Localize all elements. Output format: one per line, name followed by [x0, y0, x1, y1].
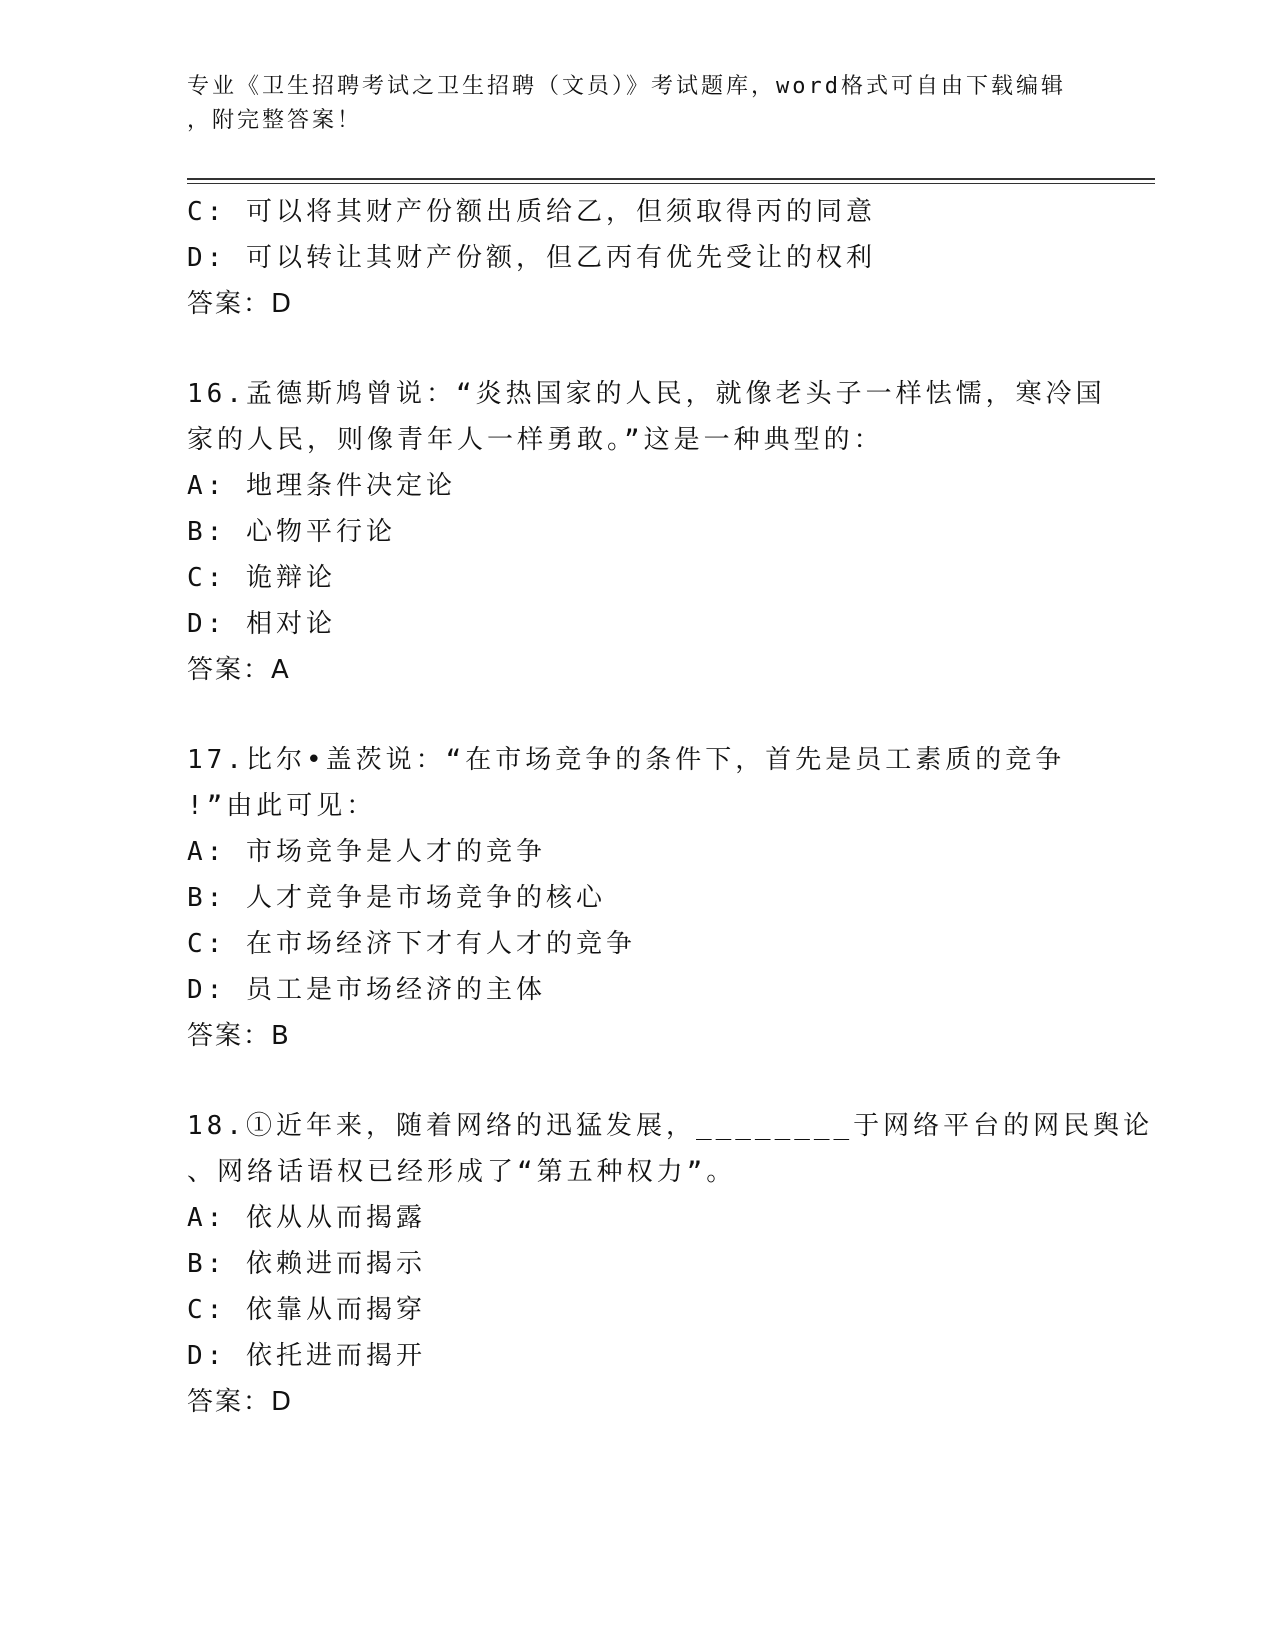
option-a: A: 市场竞争是人才的竞争 — [187, 837, 546, 867]
answer-line: 答案：D — [187, 289, 294, 319]
option-b: B: 人才竞争是市场竞争的核心 — [187, 883, 606, 913]
option-d: D: 依托进而揭开 — [187, 1341, 426, 1371]
option-c: C: 依靠从而揭穿 — [187, 1295, 426, 1325]
option-a: A: 依从从而揭露 — [187, 1203, 426, 1233]
option-d: D: 相对论 — [187, 609, 336, 639]
question-text: 18.①近年来，随着网络的迅猛发展，________于网络平台的网民舆论 — [187, 1111, 1154, 1141]
question-16 — [187, 371, 1106, 693]
answer-line: 答案：A — [187, 655, 291, 685]
option-b: B: 心物平行论 — [187, 517, 396, 547]
header-line-2: ，附完整答案！ — [187, 108, 363, 133]
option-d: D: 可以转让其财产份额，但乙丙有优先受让的权利 — [187, 243, 876, 273]
option-b: B: 依赖进而揭示 — [187, 1249, 426, 1279]
header-line-1: 专业《卫生招聘考试之卫生招聘（文员）》考试题库，word格式可自由下载编辑 — [187, 74, 1066, 99]
option-d: D: 员工是市场经济的主体 — [187, 975, 546, 1005]
option-a: A: 地理条件决定论 — [187, 471, 456, 501]
question-18 — [187, 1103, 1154, 1425]
question-17 — [187, 737, 1087, 1059]
option-c: C: 诡辩论 — [187, 563, 336, 593]
header-divider-thin — [187, 183, 1155, 184]
header-divider-thick — [187, 178, 1155, 180]
question-list — [187, 189, 1154, 1425]
question-text: 家的人民，则像青年人一样勇敢。”这是一种典型的： — [187, 425, 884, 455]
question-text: 17.比尔•盖茨说：“在市场竞争的条件下，首先是员工素质的竞争 — [187, 745, 1066, 775]
document-header — [187, 70, 1087, 138]
option-c: C: 可以将其财产份额出质给乙，但须取得丙的同意 — [187, 197, 876, 227]
question-text: 、网络话语权已经形成了“第五种权力”。 — [187, 1157, 737, 1187]
question-text: !”由此可见： — [187, 791, 377, 821]
question-text: 16.孟德斯鸠曾说：“炎热国家的人民，就像老头子一样怯懦，寒冷国 — [187, 379, 1106, 409]
option-c: C: 在市场经济下才有人才的竞争 — [187, 929, 636, 959]
question-15-tail — [187, 189, 1087, 327]
answer-line: 答案：D — [187, 1387, 294, 1417]
answer-line: 答案：B — [187, 1021, 291, 1051]
